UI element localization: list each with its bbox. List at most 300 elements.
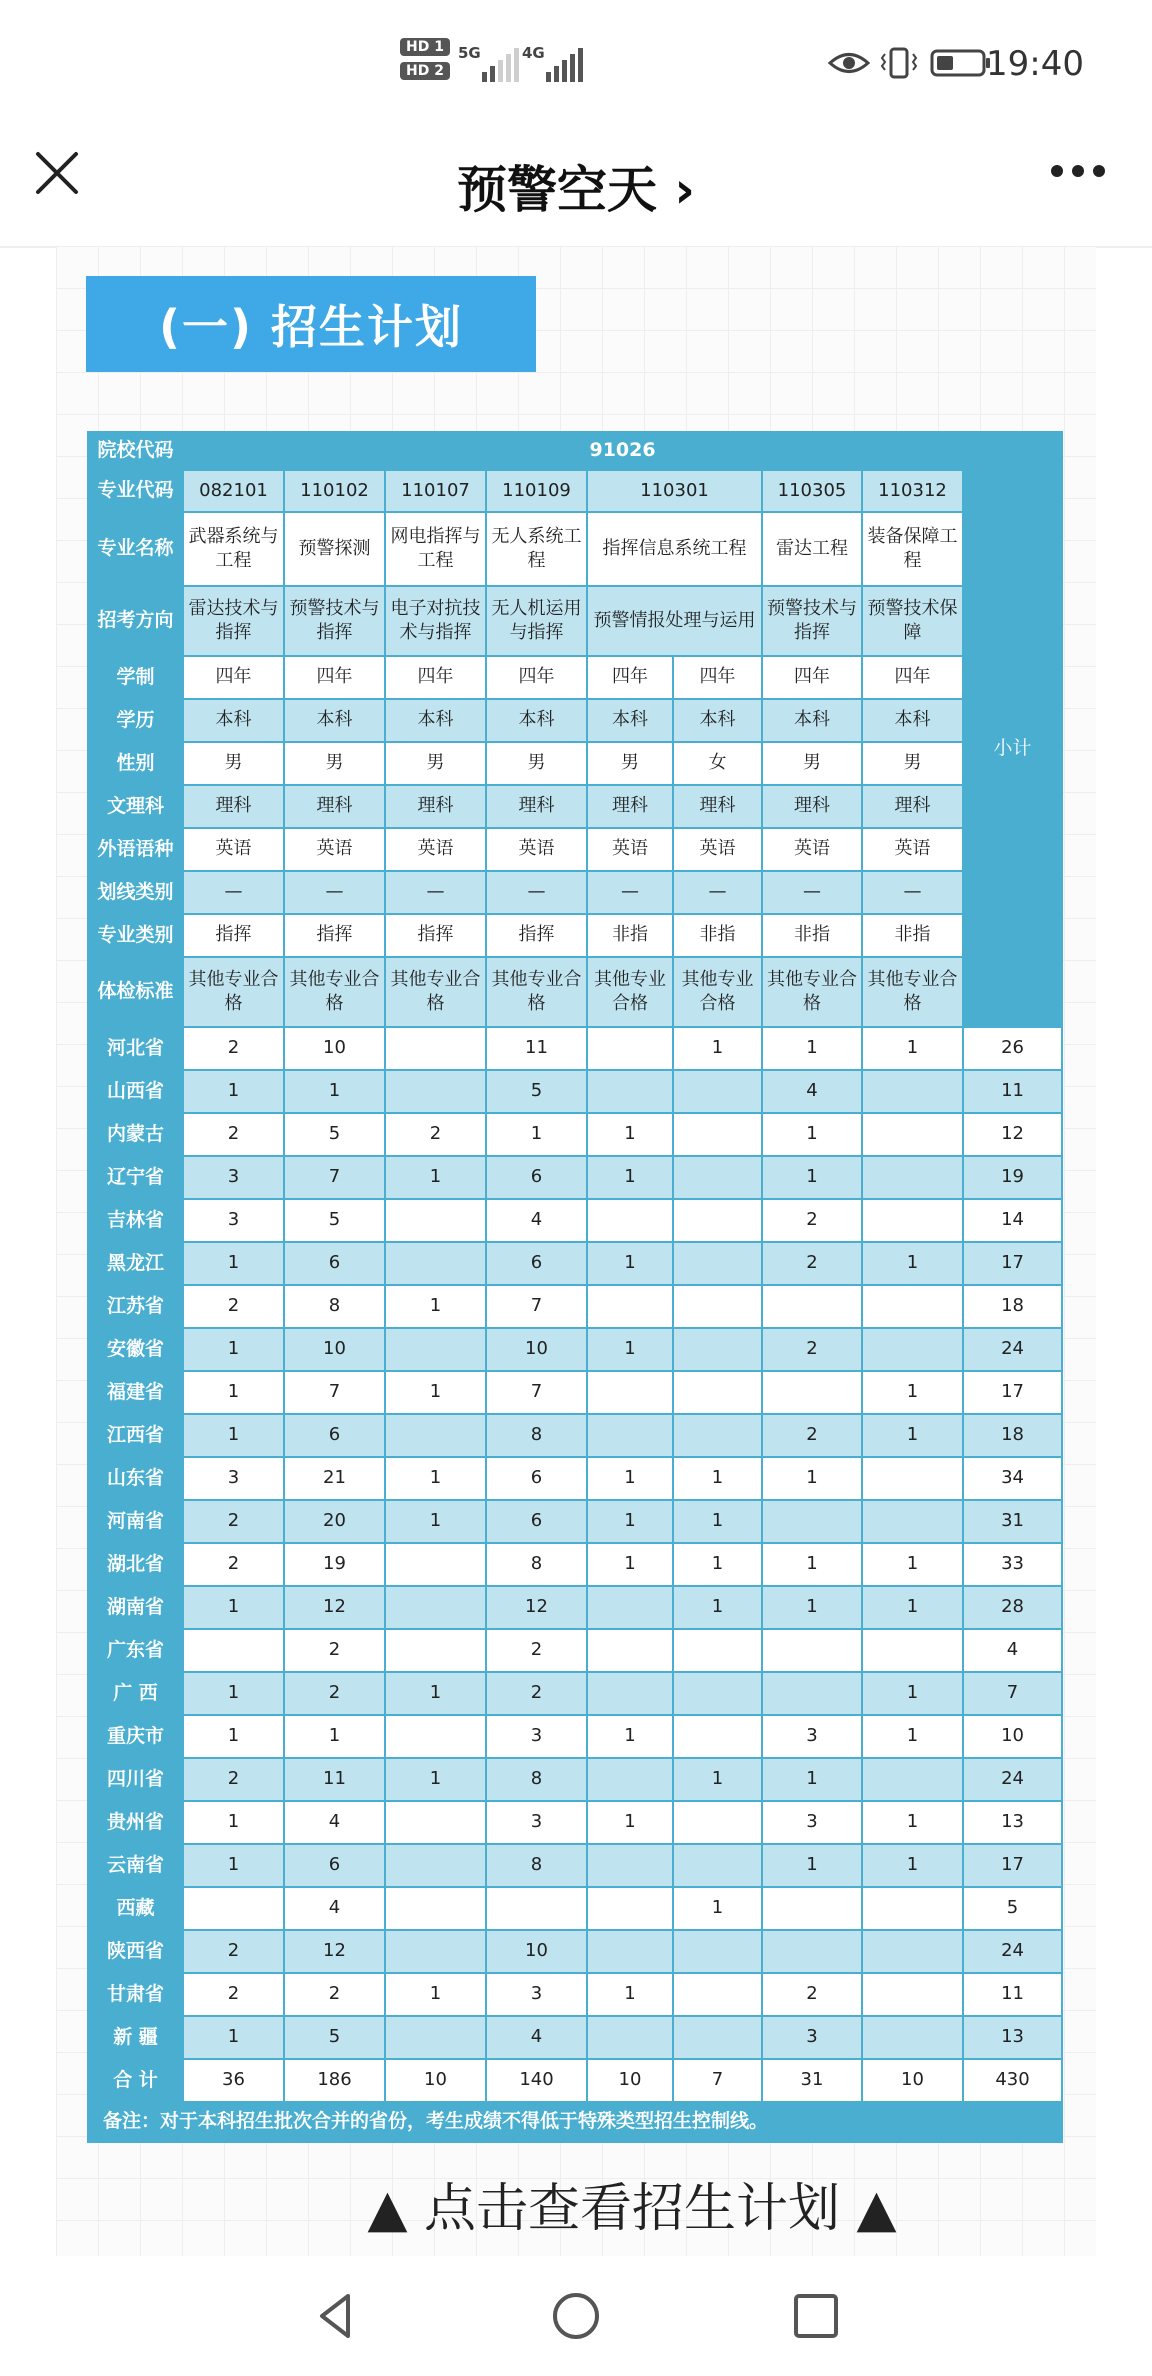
attribute-cell: 男 bbox=[183, 742, 284, 785]
province-count-cell: 6 bbox=[486, 1500, 587, 1543]
direction-cell: 预警技术与指挥 bbox=[284, 586, 385, 656]
attribute-cell: 四年 bbox=[762, 656, 862, 699]
subtotal-header: 小计 bbox=[963, 470, 1062, 1027]
province-count-cell: 12 bbox=[284, 1930, 385, 1973]
province-count-cell: 5 bbox=[284, 1113, 385, 1156]
province-count-cell bbox=[183, 1629, 284, 1672]
attribute-cell: 本科 bbox=[183, 699, 284, 742]
province-count-cell bbox=[385, 1887, 486, 1930]
province-count-cell: 8 bbox=[486, 1758, 587, 1801]
major-name-cell: 无人系统工程 bbox=[486, 512, 587, 586]
attribute-cell: 四年 bbox=[183, 656, 284, 699]
major-name-cell: 网电指挥与工程 bbox=[385, 512, 486, 586]
attribute-cell: 本科 bbox=[673, 699, 762, 742]
province-count-cell: 1 bbox=[673, 1887, 762, 1930]
province-count-cell: 8 bbox=[284, 1285, 385, 1328]
signal-4g-icon bbox=[546, 44, 583, 82]
major-name-cell: 武器系统与工程 bbox=[183, 512, 284, 586]
province-label: 湖南省 bbox=[88, 1586, 183, 1629]
table-note: 备注：对于本科招生批次合并的省份，考生成绩不得低于特殊类型招生控制线。 bbox=[88, 2102, 1062, 2142]
province-count-cell bbox=[673, 1285, 762, 1328]
province-count-cell: 1 bbox=[385, 1156, 486, 1199]
province-count-cell: 2 bbox=[183, 1113, 284, 1156]
province-count-cell: 1 bbox=[862, 1371, 963, 1414]
attribute-cell: 非指 bbox=[587, 914, 673, 957]
province-count-cell: 1 bbox=[762, 1457, 862, 1500]
province-count-cell bbox=[673, 1328, 762, 1371]
province-label: 福建省 bbox=[88, 1371, 183, 1414]
total-cell: 186 bbox=[284, 2059, 385, 2102]
province-count-cell bbox=[587, 1629, 673, 1672]
attribute-cell: 其他专业合格 bbox=[862, 957, 963, 1027]
province-count-cell: 4 bbox=[284, 1801, 385, 1844]
province-count-cell bbox=[862, 1113, 963, 1156]
attribute-cell: 其他专业合格 bbox=[762, 957, 862, 1027]
province-count-cell: 1 bbox=[183, 1715, 284, 1758]
province-count-cell bbox=[587, 1930, 673, 1973]
province-count-cell bbox=[587, 1285, 673, 1328]
sim-indicators bbox=[400, 38, 448, 86]
province-count-cell: 1 bbox=[673, 1543, 762, 1586]
province-count-cell: 1 bbox=[587, 1156, 673, 1199]
attribute-cell: 四年 bbox=[284, 656, 385, 699]
province-subtotal-cell: 34 bbox=[963, 1457, 1062, 1500]
province-count-cell bbox=[486, 1887, 587, 1930]
attribute-cell: 四年 bbox=[486, 656, 587, 699]
province-count-cell bbox=[673, 1629, 762, 1672]
province-count-cell: 3 bbox=[486, 1973, 587, 2016]
province-count-cell: 2 bbox=[385, 1113, 486, 1156]
province-count-cell bbox=[385, 1629, 486, 1672]
province-label: 重庆市 bbox=[88, 1715, 183, 1758]
province-count-cell: 1 bbox=[385, 1672, 486, 1715]
attribute-cell: — bbox=[587, 871, 673, 914]
province-count-cell: 1 bbox=[486, 1113, 587, 1156]
attribute-cell: 其他专业合格 bbox=[385, 957, 486, 1027]
attribute-cell: 本科 bbox=[762, 699, 862, 742]
province-count-cell: 1 bbox=[673, 1586, 762, 1629]
attribute-cell: 英语 bbox=[762, 828, 862, 871]
province-count-cell: 4 bbox=[762, 1070, 862, 1113]
province-count-cell bbox=[862, 1328, 963, 1371]
province-count-cell: 1 bbox=[762, 1543, 862, 1586]
province-count-cell: 1 bbox=[385, 1371, 486, 1414]
province-count-cell bbox=[673, 1070, 762, 1113]
province-count-cell bbox=[385, 1844, 486, 1887]
province-subtotal-cell: 17 bbox=[963, 1242, 1062, 1285]
province-count-cell: 19 bbox=[284, 1543, 385, 1586]
province-count-cell: 3 bbox=[762, 1715, 862, 1758]
province-subtotal-cell: 17 bbox=[963, 1844, 1062, 1887]
clock: 19:40 bbox=[986, 44, 1084, 84]
total-cell: 7 bbox=[673, 2059, 762, 2102]
attribute-cell: 英语 bbox=[385, 828, 486, 871]
province-count-cell: 1 bbox=[385, 1758, 486, 1801]
province-count-cell: 1 bbox=[183, 1801, 284, 1844]
province-count-cell: 1 bbox=[183, 2016, 284, 2059]
sim1-badge: HD 1 bbox=[400, 38, 450, 56]
province-count-cell: 3 bbox=[486, 1801, 587, 1844]
school-code-value: 91026 bbox=[183, 432, 1062, 470]
province-count-cell: 4 bbox=[486, 2016, 587, 2059]
direction-cell: 预警技术与指挥 bbox=[762, 586, 862, 656]
province-subtotal-cell: 11 bbox=[963, 1070, 1062, 1113]
province-count-cell bbox=[862, 1629, 963, 1672]
province-count-cell bbox=[385, 1070, 486, 1113]
province-subtotal-cell: 7 bbox=[963, 1672, 1062, 1715]
attribute-cell: 非指 bbox=[862, 914, 963, 957]
province-count-cell: 1 bbox=[762, 1758, 862, 1801]
province-subtotal-cell: 18 bbox=[963, 1414, 1062, 1457]
province-count-cell bbox=[862, 1457, 963, 1500]
attribute-label: 体检标准 bbox=[88, 957, 183, 1027]
province-count-cell: 10 bbox=[486, 1930, 587, 1973]
province-count-cell bbox=[862, 1887, 963, 1930]
province-count-cell bbox=[673, 1844, 762, 1887]
province-count-cell: 1 bbox=[385, 1500, 486, 1543]
attribute-label: 性别 bbox=[88, 742, 183, 785]
direction-cell: 电子对抗技术与指挥 bbox=[385, 586, 486, 656]
major-name-cell: 预警探测 bbox=[284, 512, 385, 586]
attribute-cell: 男 bbox=[587, 742, 673, 785]
recents-nav-icon[interactable] bbox=[786, 2286, 846, 2346]
province-count-cell: 1 bbox=[183, 1414, 284, 1457]
attribute-cell: — bbox=[183, 871, 284, 914]
province-count-cell: 1 bbox=[587, 1543, 673, 1586]
province-count-cell: 1 bbox=[587, 1328, 673, 1371]
attribute-label: 学制 bbox=[88, 656, 183, 699]
attribute-cell: 本科 bbox=[587, 699, 673, 742]
province-count-cell bbox=[587, 1414, 673, 1457]
major-name-cell: 指挥信息系统工程 bbox=[587, 512, 762, 586]
province-count-cell bbox=[385, 1801, 486, 1844]
major-code-cell: 110301 bbox=[587, 470, 762, 512]
province-count-cell: 2 bbox=[762, 1199, 862, 1242]
province-label: 新 疆 bbox=[88, 2016, 183, 2059]
province-subtotal-cell: 31 bbox=[963, 1500, 1062, 1543]
article-content bbox=[56, 246, 1096, 2256]
total-cell: 31 bbox=[762, 2059, 862, 2102]
attribute-cell: 本科 bbox=[284, 699, 385, 742]
province-count-cell: 2 bbox=[486, 1672, 587, 1715]
province-count-cell: 11 bbox=[486, 1027, 587, 1070]
more-options-icon[interactable] bbox=[1050, 164, 1106, 178]
province-count-cell bbox=[673, 1113, 762, 1156]
eye-icon bbox=[828, 50, 870, 76]
attribute-cell: 其他专业合格 bbox=[673, 957, 762, 1027]
attribute-cell: — bbox=[486, 871, 587, 914]
province-count-cell: 1 bbox=[183, 1844, 284, 1887]
province-count-cell: 1 bbox=[862, 1027, 963, 1070]
province-count-cell bbox=[587, 1586, 673, 1629]
attribute-cell: 其他专业合格 bbox=[284, 957, 385, 1027]
province-count-cell: 8 bbox=[486, 1543, 587, 1586]
attribute-cell: 英语 bbox=[183, 828, 284, 871]
province-count-cell: 1 bbox=[587, 1801, 673, 1844]
province-count-cell: 2 bbox=[183, 1500, 284, 1543]
sim2-badge: HD 2 bbox=[400, 62, 450, 80]
total-cell: 140 bbox=[486, 2059, 587, 2102]
total-cell: 36 bbox=[183, 2059, 284, 2102]
attribute-cell: — bbox=[385, 871, 486, 914]
province-count-cell: 1 bbox=[183, 1070, 284, 1113]
province-subtotal-cell: 4 bbox=[963, 1629, 1062, 1672]
province-label: 广东省 bbox=[88, 1629, 183, 1672]
province-count-cell: 7 bbox=[284, 1156, 385, 1199]
province-count-cell: 2 bbox=[284, 1629, 385, 1672]
province-count-cell: 1 bbox=[862, 1715, 963, 1758]
province-count-cell: 1 bbox=[183, 1242, 284, 1285]
province-label: 江苏省 bbox=[88, 1285, 183, 1328]
province-count-cell bbox=[762, 1285, 862, 1328]
province-label: 贵州省 bbox=[88, 1801, 183, 1844]
province-label: 湖北省 bbox=[88, 1543, 183, 1586]
direction-label: 招考方向 bbox=[88, 586, 183, 656]
province-label: 内蒙古 bbox=[88, 1113, 183, 1156]
province-count-cell bbox=[385, 1027, 486, 1070]
network-5g-label: 5G bbox=[458, 44, 481, 62]
home-nav-icon[interactable] bbox=[546, 2286, 606, 2346]
province-subtotal-cell: 14 bbox=[963, 1199, 1062, 1242]
direction-cell: 预警情报处理与运用 bbox=[587, 586, 762, 656]
attribute-cell: 男 bbox=[762, 742, 862, 785]
province-count-cell: 4 bbox=[486, 1199, 587, 1242]
province-count-cell: 7 bbox=[284, 1371, 385, 1414]
province-count-cell: 1 bbox=[183, 1371, 284, 1414]
province-count-cell bbox=[762, 1930, 862, 1973]
direction-cell: 雷达技术与指挥 bbox=[183, 586, 284, 656]
province-count-cell: 1 bbox=[587, 1715, 673, 1758]
view-enrollment-plan-link[interactable]: ▲ 点击查看招生计划 ▲ bbox=[367, 2179, 897, 2239]
major-name-cell: 雷达工程 bbox=[762, 512, 862, 586]
province-count-cell: 6 bbox=[486, 1457, 587, 1500]
direction-cell: 无人机运用与指挥 bbox=[486, 586, 587, 656]
major-code-cell: 110109 bbox=[486, 470, 587, 512]
province-count-cell bbox=[762, 1629, 862, 1672]
attribute-cell: 英语 bbox=[862, 828, 963, 871]
attribute-cell: 理科 bbox=[862, 785, 963, 828]
province-count-cell bbox=[862, 1973, 963, 2016]
province-count-cell bbox=[385, 1414, 486, 1457]
attribute-cell: 指挥 bbox=[486, 914, 587, 957]
province-count-cell bbox=[385, 1328, 486, 1371]
province-count-cell: 1 bbox=[587, 1973, 673, 2016]
province-count-cell: 3 bbox=[183, 1199, 284, 1242]
attribute-label: 划线类别 bbox=[88, 871, 183, 914]
province-label: 甘肃省 bbox=[88, 1973, 183, 2016]
province-count-cell bbox=[587, 1070, 673, 1113]
enrollment-plan-table bbox=[87, 431, 1063, 2143]
province-count-cell bbox=[673, 2016, 762, 2059]
attribute-cell: 四年 bbox=[673, 656, 762, 699]
attribute-cell: 理科 bbox=[183, 785, 284, 828]
attribute-cell: 英语 bbox=[486, 828, 587, 871]
province-count-cell: 1 bbox=[587, 1113, 673, 1156]
major-code-cell: 110107 bbox=[385, 470, 486, 512]
province-count-cell: 1 bbox=[385, 1457, 486, 1500]
province-count-cell bbox=[673, 1973, 762, 2016]
province-subtotal-cell: 26 bbox=[963, 1027, 1062, 1070]
major-code-cell: 110312 bbox=[862, 470, 963, 512]
province-label: 安徽省 bbox=[88, 1328, 183, 1371]
province-count-cell: 3 bbox=[183, 1457, 284, 1500]
province-count-cell bbox=[762, 1672, 862, 1715]
province-count-cell: 1 bbox=[673, 1500, 762, 1543]
total-cell: 10 bbox=[385, 2059, 486, 2102]
attribute-cell: 英语 bbox=[284, 828, 385, 871]
province-label: 广 西 bbox=[88, 1672, 183, 1715]
province-count-cell bbox=[385, 1586, 486, 1629]
province-count-cell: 1 bbox=[762, 1586, 862, 1629]
major-code-cell: 110102 bbox=[284, 470, 385, 512]
province-label: 江西省 bbox=[88, 1414, 183, 1457]
attribute-cell: — bbox=[673, 871, 762, 914]
province-count-cell bbox=[673, 1715, 762, 1758]
section-heading: (一) 招生计划 bbox=[86, 276, 536, 372]
back-nav-icon[interactable] bbox=[306, 2286, 366, 2346]
major-code-label: 专业代码 bbox=[88, 470, 183, 512]
province-count-cell bbox=[862, 1500, 963, 1543]
province-count-cell bbox=[762, 1500, 862, 1543]
province-label: 陕西省 bbox=[88, 1930, 183, 1973]
province-count-cell bbox=[673, 1930, 762, 1973]
province-count-cell bbox=[673, 1371, 762, 1414]
province-count-cell bbox=[587, 1672, 673, 1715]
province-count-cell bbox=[673, 1672, 762, 1715]
province-count-cell: 1 bbox=[284, 1070, 385, 1113]
province-count-cell: 3 bbox=[762, 1801, 862, 1844]
province-subtotal-cell: 18 bbox=[963, 1285, 1062, 1328]
province-count-cell bbox=[587, 1887, 673, 1930]
province-subtotal-cell: 5 bbox=[963, 1887, 1062, 1930]
province-count-cell: 8 bbox=[486, 1414, 587, 1457]
attribute-cell: 女 bbox=[673, 742, 762, 785]
province-count-cell: 1 bbox=[183, 1586, 284, 1629]
attribute-cell: 理科 bbox=[673, 785, 762, 828]
province-count-cell: 2 bbox=[183, 1758, 284, 1801]
top-bar bbox=[0, 110, 1152, 248]
province-count-cell: 11 bbox=[284, 1758, 385, 1801]
total-cell: 10 bbox=[862, 2059, 963, 2102]
province-count-cell: 5 bbox=[284, 1199, 385, 1242]
province-count-cell: 1 bbox=[284, 1715, 385, 1758]
province-label: 辽宁省 bbox=[88, 1156, 183, 1199]
province-count-cell bbox=[673, 1242, 762, 1285]
province-count-cell bbox=[385, 1930, 486, 1973]
attribute-cell: 英语 bbox=[673, 828, 762, 871]
province-count-cell bbox=[385, 1242, 486, 1285]
province-count-cell: 1 bbox=[673, 1457, 762, 1500]
province-count-cell bbox=[673, 1801, 762, 1844]
attribute-cell: 四年 bbox=[587, 656, 673, 699]
province-count-cell: 1 bbox=[862, 1801, 963, 1844]
total-cell: 10 bbox=[587, 2059, 673, 2102]
major-name-label: 专业名称 bbox=[88, 512, 183, 586]
province-count-cell: 1 bbox=[385, 1973, 486, 2016]
province-count-cell: 7 bbox=[486, 1285, 587, 1328]
network-4g-label: 4G bbox=[522, 44, 545, 62]
province-count-cell: 1 bbox=[762, 1027, 862, 1070]
province-count-cell bbox=[673, 1199, 762, 1242]
province-count-cell: 6 bbox=[284, 1414, 385, 1457]
attribute-cell: 四年 bbox=[862, 656, 963, 699]
province-subtotal-cell: 24 bbox=[963, 1758, 1062, 1801]
province-label: 河南省 bbox=[88, 1500, 183, 1543]
school-code-label: 院校代码 bbox=[88, 432, 183, 470]
province-count-cell: 6 bbox=[486, 1242, 587, 1285]
attribute-cell: 其他专业合格 bbox=[587, 957, 673, 1027]
province-label: 山东省 bbox=[88, 1457, 183, 1500]
attribute-label: 学历 bbox=[88, 699, 183, 742]
province-count-cell: 2 bbox=[762, 1242, 862, 1285]
province-count-cell: 2 bbox=[762, 1973, 862, 2016]
province-count-cell: 10 bbox=[284, 1027, 385, 1070]
province-count-cell bbox=[862, 1758, 963, 1801]
province-count-cell bbox=[673, 1156, 762, 1199]
attribute-cell: 英语 bbox=[587, 828, 673, 871]
province-count-cell bbox=[587, 1844, 673, 1887]
province-count-cell bbox=[385, 1199, 486, 1242]
province-label: 吉林省 bbox=[88, 1199, 183, 1242]
attribute-cell: 四年 bbox=[385, 656, 486, 699]
province-count-cell: 2 bbox=[183, 1543, 284, 1586]
system-nav-bar bbox=[0, 2256, 1152, 2376]
province-count-cell bbox=[587, 1027, 673, 1070]
province-count-cell: 1 bbox=[862, 1844, 963, 1887]
province-subtotal-cell: 13 bbox=[963, 1801, 1062, 1844]
province-count-cell: 1 bbox=[862, 1543, 963, 1586]
province-count-cell: 1 bbox=[862, 1414, 963, 1457]
province-label: 四川省 bbox=[88, 1758, 183, 1801]
province-subtotal-cell: 24 bbox=[963, 1328, 1062, 1371]
attribute-cell: 其他专业合格 bbox=[486, 957, 587, 1027]
attribute-cell: 男 bbox=[385, 742, 486, 785]
province-count-cell bbox=[385, 1543, 486, 1586]
total-label: 合 计 bbox=[88, 2059, 183, 2102]
province-subtotal-cell: 12 bbox=[963, 1113, 1062, 1156]
attribute-label: 文理科 bbox=[88, 785, 183, 828]
province-count-cell: 12 bbox=[284, 1586, 385, 1629]
attribute-cell: 非指 bbox=[673, 914, 762, 957]
province-subtotal-cell: 28 bbox=[963, 1586, 1062, 1629]
province-count-cell: 2 bbox=[762, 1328, 862, 1371]
province-count-cell: 1 bbox=[862, 1672, 963, 1715]
status-bar bbox=[0, 0, 1152, 110]
attribute-cell: 男 bbox=[284, 742, 385, 785]
province-count-cell: 6 bbox=[284, 1242, 385, 1285]
province-count-cell: 4 bbox=[284, 1887, 385, 1930]
province-subtotal-cell: 17 bbox=[963, 1371, 1062, 1414]
major-code-cell: 082101 bbox=[183, 470, 284, 512]
attribute-cell: 理科 bbox=[762, 785, 862, 828]
attribute-cell: 本科 bbox=[486, 699, 587, 742]
attribute-cell: 理科 bbox=[385, 785, 486, 828]
attribute-cell: 理科 bbox=[486, 785, 587, 828]
province-count-cell bbox=[587, 2016, 673, 2059]
province-count-cell: 3 bbox=[183, 1156, 284, 1199]
province-label: 西藏 bbox=[88, 1887, 183, 1930]
page-title[interactable]: 预警空天 › bbox=[456, 161, 695, 219]
province-count-cell: 2 bbox=[183, 1027, 284, 1070]
province-count-cell: 2 bbox=[183, 1973, 284, 2016]
province-count-cell: 1 bbox=[183, 1672, 284, 1715]
province-count-cell: 1 bbox=[762, 1156, 862, 1199]
attribute-cell: 理科 bbox=[284, 785, 385, 828]
province-count-cell bbox=[862, 1156, 963, 1199]
province-label: 山西省 bbox=[88, 1070, 183, 1113]
attribute-cell: — bbox=[284, 871, 385, 914]
province-count-cell bbox=[862, 1930, 963, 1973]
